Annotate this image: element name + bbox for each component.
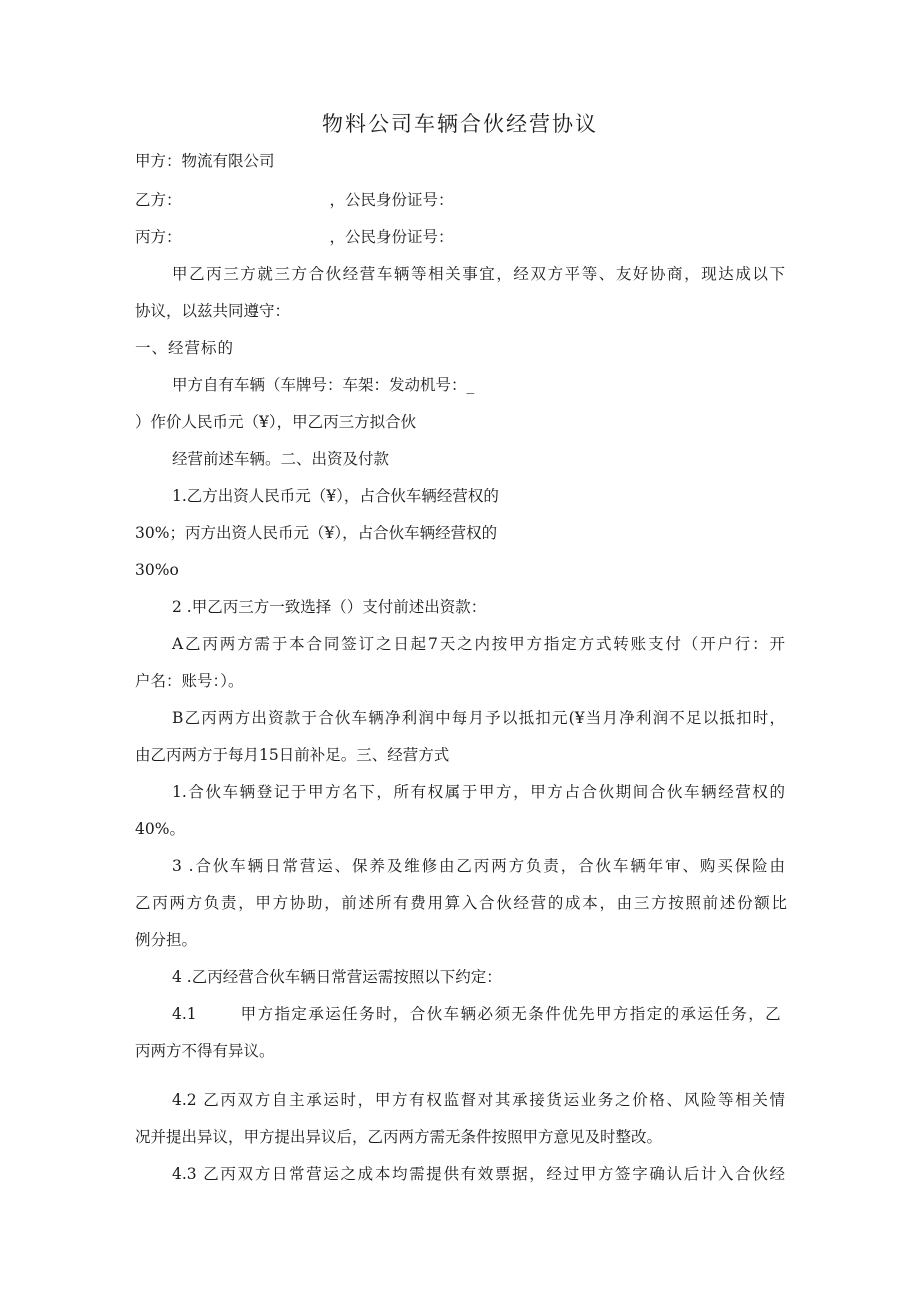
preamble-line-2: 协议，以兹共同遵守：: [135, 302, 291, 320]
operation-3-line-3: 例分担。: [135, 931, 198, 949]
party-b-id-label: ，公民身份证号：: [329, 191, 454, 209]
option-b-line-2: 由乙丙两方于每月15日前补足。三、经营方式: [135, 746, 450, 764]
subject-line-3: 经营前述车辆。二、出资及付款: [172, 450, 390, 468]
clause-4-1-line-2: 丙两方不得有异议。: [135, 1042, 275, 1060]
capital-line-1: 1.乙方出资人民币元（¥），占合伙车辆经营权的: [172, 487, 499, 505]
operation-1-line-2: 40%。: [135, 820, 185, 838]
party-b-label: 乙方：: [135, 191, 182, 209]
capital-line-3: 30%o: [135, 561, 179, 579]
subject-line-2: ）作价人民币元（¥），甲乙丙三方拟合伙: [135, 413, 417, 431]
clause-4-2-line-1: 4.2 乙丙双方自主承运时，甲方有权监督对其承接货运业务之价格、风险等相关情: [172, 1091, 785, 1109]
section-heading-1: 一、经营标的: [135, 339, 235, 357]
preamble-line-1: 甲乙丙三方就三方合伙经营车辆等相关事宜，经双方平等、友好协商，现达成以下: [172, 265, 785, 283]
option-a-line-2: 户名：账号：）。: [135, 672, 244, 690]
party-c-label: 丙方：: [135, 228, 182, 246]
clause-4-1-number: 4.1: [172, 1005, 197, 1023]
clause-4-2-line-2: 况并提出异议，甲方提出异议后，乙丙两方需无条件按照甲方意见及时整改。: [135, 1128, 663, 1146]
option-b-line-1: B乙丙两方出资款于合伙车辆净利润中每月予以抵扣元(¥当月净利润不足以抵扣时，: [172, 709, 785, 727]
subject-line-1: 甲方自有车辆（车牌号：车架：发动机号：_: [172, 376, 475, 394]
operation-4-line: 4 .乙丙经营合伙车辆日常营运需按照以下约定：: [172, 968, 502, 986]
document-title: 物料公司车辆合伙经营协议: [322, 112, 598, 136]
clause-4-1-text: 甲方指定承运任务时，合伙车辆必须无条件优先甲方指定的承运任务，乙: [240, 1005, 781, 1023]
operation-3-line-1: 3 .合伙车辆日常营运、保养及维修由乙丙两方负责，合伙车辆年审、购买保险由: [172, 857, 785, 875]
clause-4-1-line-1: [0, 1003, 920, 1025]
option-a-line-1: A乙丙两方需于本合同签订之日起7天之内按甲方指定方式转账支付（开户行：开: [172, 635, 785, 653]
party-c-id-label: ，公民身份证号：: [329, 228, 454, 246]
party-a-line: 甲方：物流有限公司: [135, 152, 275, 170]
party-c-line: [0, 226, 920, 248]
capital-line-2: 30%；丙方出资人民币元（¥），占合伙车辆经营权的: [135, 524, 498, 542]
operation-1-line-1: 1.合伙车辆登记于甲方名下，所有权属于甲方，甲方占合伙期间合伙车辆经营权的: [172, 783, 785, 801]
operation-3-line-2: 乙丙两方负责，甲方协助，前述所有费用算入合伙经营的成本，由三方按照前述份额比: [135, 894, 787, 912]
clause-4-3-line-1: 4.3 乙丙双方日常营运之成本均需提供有效票据，经过甲方签字确认后计入合伙经: [172, 1165, 785, 1183]
party-b-line: [0, 189, 920, 211]
payment-choice-line: 2 .甲乙丙三方一致选择（）支付前述出资款：: [172, 598, 487, 616]
